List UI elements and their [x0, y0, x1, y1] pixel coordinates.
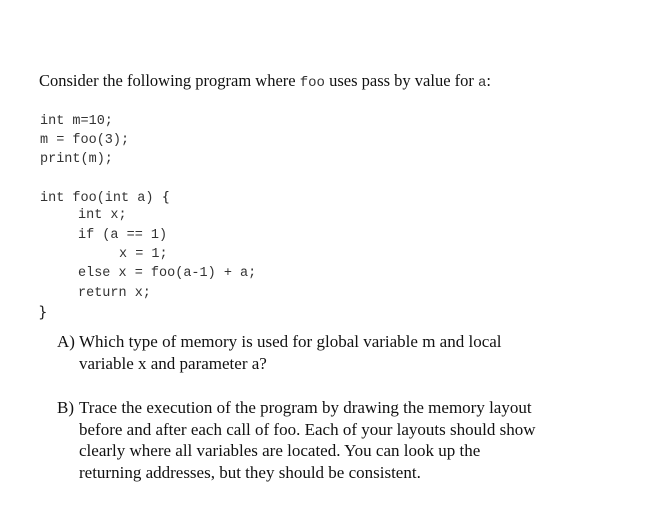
intro-code-foo: foo: [299, 75, 325, 91]
code-line-declare-x: int x;: [78, 208, 127, 223]
code-line-else: else x = foo(a-1) + a;: [78, 266, 257, 281]
question-b-label: B): [57, 398, 74, 417]
question-b-line: clearly where all variables are located. You can look up the: [79, 441, 481, 460]
code-line-return: return x;: [78, 286, 151, 301]
intro-sentence: [39, 71, 491, 93]
code-line-print: print(m);: [40, 152, 113, 167]
question-b: [57, 397, 657, 485]
question-b-line: returning addresses, but they should be consistent.: [79, 462, 421, 482]
foo-signature-text: int foo(int a): [40, 191, 162, 206]
question-a-line: variable x and parameter a?: [79, 353, 267, 373]
question-a-text: [79, 331, 502, 374]
intro-code-a: a: [478, 75, 487, 91]
question-b-line: Trace the execution of the program by drawing the memory layout: [79, 398, 532, 417]
intro-text-after: :: [486, 71, 492, 90]
question-a-line: Which type of memory is used for global variable m and local: [79, 332, 502, 351]
question-b-line: before and after each call of foo. Each of your layouts should show: [79, 419, 536, 439]
question-b-text: [79, 397, 535, 483]
question-a-label: A): [57, 332, 75, 351]
code-line-if: if (a == 1): [78, 228, 168, 243]
code-line-declare-m: int m=10;: [40, 114, 113, 129]
intro-text-before: Consider the following program where: [39, 71, 300, 90]
code-line-assign-x: x = 1;: [119, 247, 168, 262]
open-brace: {: [161, 189, 171, 205]
question-a: [57, 331, 647, 375]
close-brace: }: [38, 303, 48, 321]
intro-text-middle: uses pass by value for: [324, 71, 479, 90]
code-line-call-foo: m = foo(3);: [40, 133, 130, 148]
code-line-foo-signature: [40, 189, 170, 207]
